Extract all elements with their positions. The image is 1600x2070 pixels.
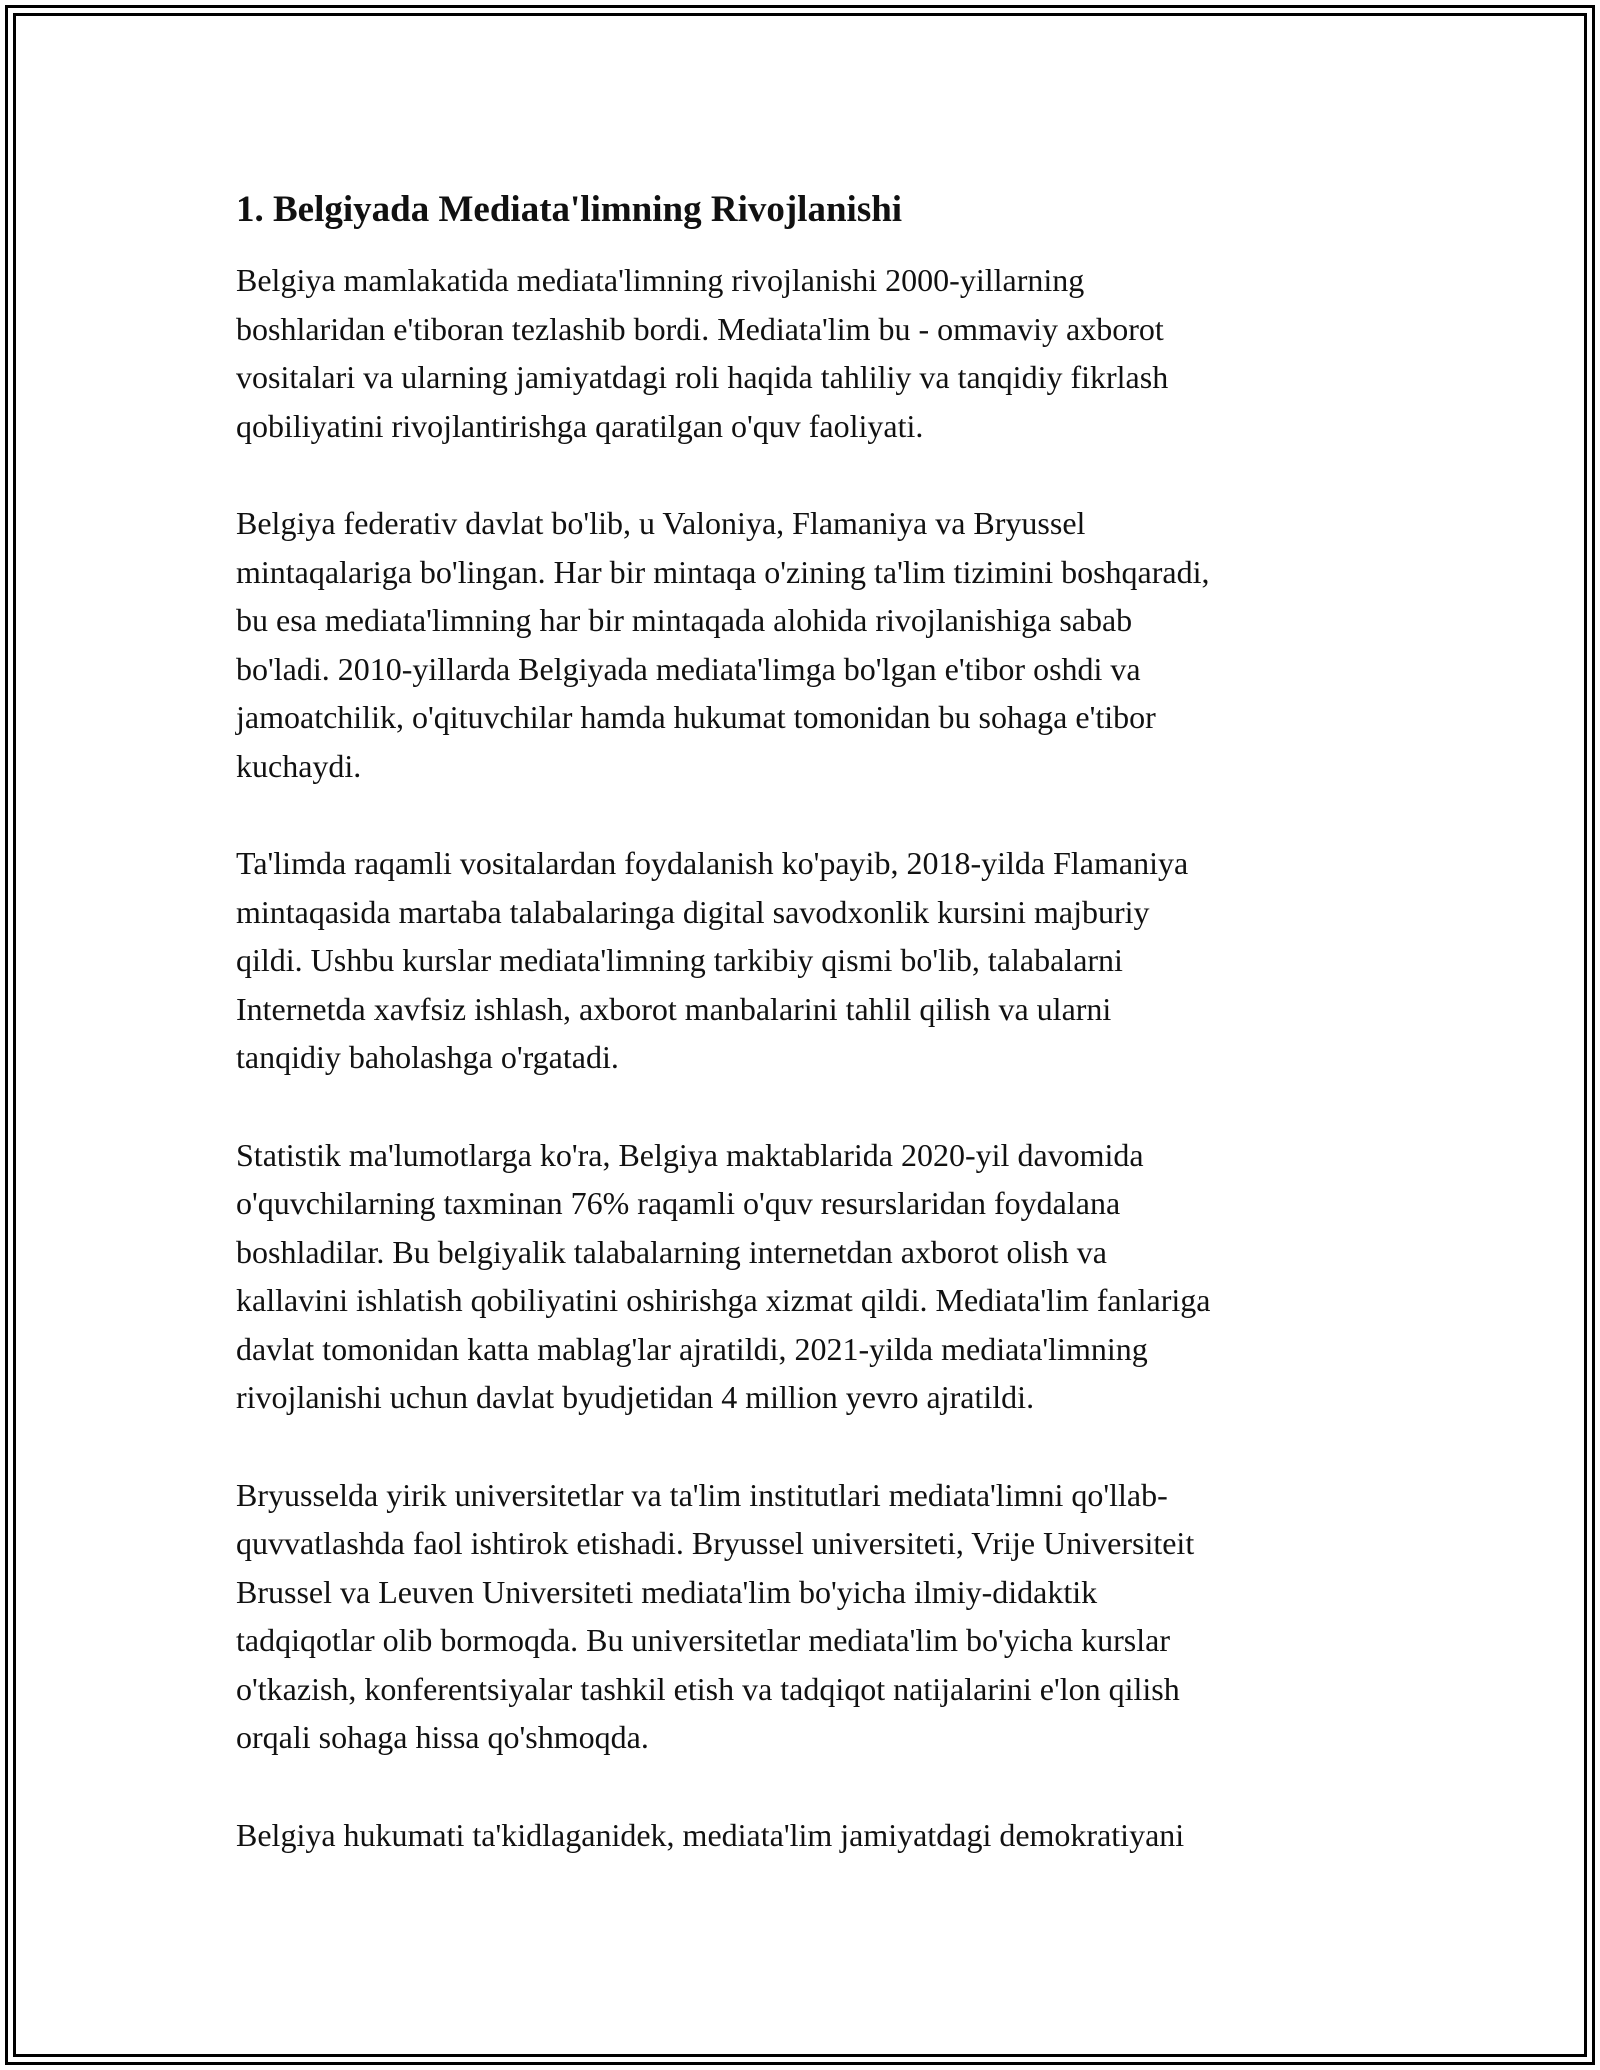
paragraph-line: bu esa mediata'limning har bir mintaqada alohida rivojlanishiga sabab — [236, 602, 1133, 638]
paragraph — [236, 256, 1376, 450]
page-title: 1. Belgiyada Mediata'limning Rivojlanishi — [236, 189, 903, 230]
paragraph-line: Belgiya federativ davlat bo'lib, u Valoniya, Flamaniya va Bryussel — [236, 505, 1086, 541]
paragraph-line: Internetda xavfsiz ishlash, axborot manbalarini tahlil qilish va ularni — [236, 990, 1112, 1027]
paragraph-line: jamoatchilik, o'qituvchilar hamda hukumat tomonidan bu sohaga e'tibor — [236, 699, 1156, 735]
paragraph — [236, 1811, 1376, 1860]
paragraph-line: qobiliyatini rivojlantirishga qaratilgan o'quv faoliyati. — [236, 407, 924, 444]
paragraph-list — [236, 256, 1376, 1859]
paragraph-line: Ta'limda raqamli vositalardan foydalanish ko'payib, 2018-yilda Flamaniya — [236, 845, 1189, 881]
paragraph-line: o'tkazish, konferentsiyalar tashkil etish va tadqiqot natijalarini e'lon qilish — [236, 1670, 1180, 1707]
paragraph — [236, 499, 1376, 790]
paragraph-line: davlat tomonidan katta mablag'lar ajratildi, 2021-yilda mediata'limning — [236, 1330, 1148, 1367]
paragraph-line: rivojlanishi uchun davlat byudjetidan 4 million yevro ajratildi. — [236, 1379, 1035, 1415]
paragraph-line: Statistik ma'lumotlarga ko'ra, Belgiya maktablarida 2020-yil davomida — [236, 1136, 1144, 1173]
paragraph — [236, 1471, 1376, 1762]
paragraph-line: mintaqalariga bo'lingan. Har bir mintaqa o'zining ta'lim tizimini boshqaradi, — [236, 553, 1210, 590]
paragraph — [236, 1131, 1376, 1422]
paragraph-line: tadqiqotlar olib bormoqda. Bu universitetlar mediata'lim bo'yicha kurslar — [236, 1622, 1170, 1658]
paragraph-line: mintaqasida martaba talabalaringa digital savodxonlik kursini majburiy — [236, 893, 1150, 930]
paragraph-line: o'quvchilarning taxminan 76% raqamli o'quv resurslaridan foydalana — [236, 1185, 1121, 1221]
paragraph-line: boshladilar. Bu belgiyalik talabalarning internetdan axborot olish va — [236, 1233, 1107, 1270]
paragraph-line: kallavini ishlatish qobiliyatini oshirishga xizmat qildi. Mediata'lim fanlariga — [236, 1282, 1211, 1318]
paragraph-line: Brussel va Leuven Universiteti mediata'lim bo'yicha ilmiy-didaktik — [236, 1573, 1098, 1610]
paragraph-line: boshlaridan e'tiboran tezlashib bordi. Mediata'lim bu - ommaviy axborot — [236, 310, 1164, 347]
paragraph-line: quvvatlashda faol ishtirok etishadi. Bryussel universiteti, Vrije Universiteit — [236, 1525, 1195, 1561]
paragraph-line: Belgiya mamlakatida mediata'limning rivojlanishi 2000-yillarning — [236, 262, 1085, 298]
paragraph-line: bo'ladi. 2010-yillarda Belgiyada mediata'limga bo'lgan e'tibor oshdi va — [236, 650, 1141, 687]
paragraph-line: kuchaydi. — [236, 747, 362, 784]
paragraph-line: orqali sohaga hissa qo'shmoqda. — [236, 1719, 649, 1755]
paragraph-line: tanqidiy baholashga o'rgatadi. — [236, 1039, 619, 1075]
paragraph — [236, 839, 1376, 1082]
paragraph-line: vositalari va ularning jamiyatdagi roli haqida tahliliy va tanqidiy fikrlash — [236, 359, 1169, 395]
document-body — [236, 186, 1376, 1908]
paragraph-line: Belgiya hukumati ta'kidlaganidek, mediata'lim jamiyatdagi demokratiyani — [236, 1816, 1185, 1853]
paragraph-line: Bryusselda yirik universitetlar va ta'lim institutlari mediata'limni qo'llab- — [236, 1476, 1168, 1513]
paragraph-line: qildi. Ushbu kurslar mediata'limning tarkibiy qismi bo'lib, talabalarni — [236, 942, 1123, 978]
